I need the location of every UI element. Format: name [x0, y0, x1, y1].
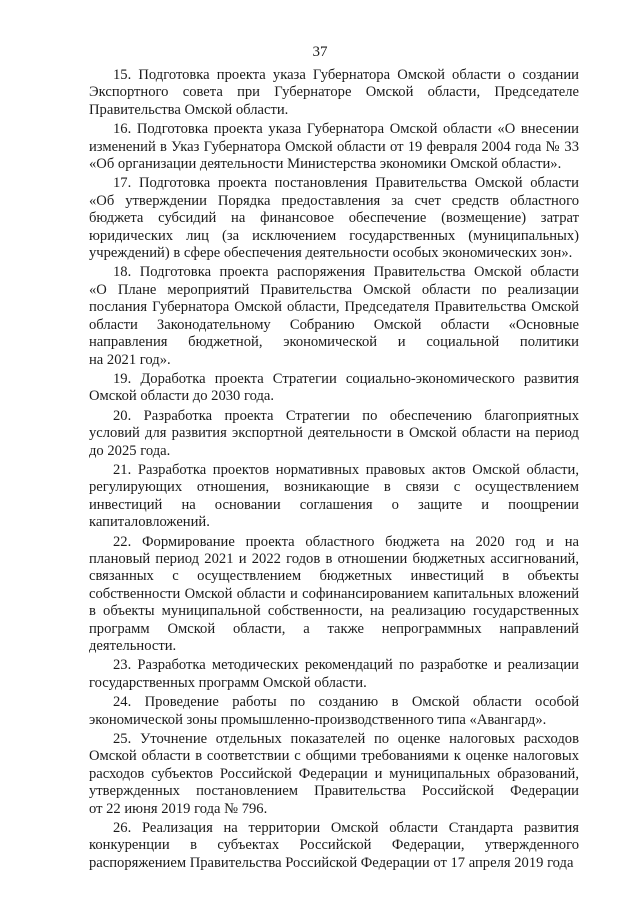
text-line: регулирующих отношения, возникающие в связи с осуществлением: [89, 479, 579, 496]
text-line: деятельности.: [89, 638, 177, 654]
text-line: 15. Подготовка проекта указа Губернатора Омской области о создании: [113, 67, 579, 83]
text-line: конкуренции в субъектах Российской Федерации, утвержденного: [89, 837, 579, 854]
text-line: юридических лиц (за исключением государственных (муниципальных): [89, 227, 579, 244]
text-line: в объекты муниципальной собственности, на реализацию государственных: [89, 603, 579, 620]
paragraph-item: [89, 820, 579, 872]
paragraph-item: [89, 462, 579, 532]
text-line: собственности Омской области и софинансированием капитальных вложений: [89, 585, 579, 602]
text-line: 25. Уточнение отдельных показателей по оценке налоговых расходов: [113, 731, 579, 748]
text-line: послания Губернатора Омской области, Председателя Правительства Омской: [89, 299, 579, 316]
text-line: государственных программ Омской области.: [89, 674, 367, 691]
text-line: от 22 июня 2019 года № 796.: [89, 800, 268, 817]
text-line: 18. Подготовка проекта распоряжения Правительства Омской области: [113, 264, 579, 281]
text-line: 20. Разработка проекта Стратегии по обеспечению благоприятных: [113, 407, 579, 424]
text-line: «Об утверждении Порядка предоставления за счет средств областного: [89, 192, 579, 209]
text-line: плановый период 2021 и 2022 годов в отношении бюджетных ассигнований,: [89, 550, 579, 567]
text-line: Омской области до 2030 года.: [89, 388, 275, 405]
text-line: связанных с осуществлением бюджетных инвестиций в объекты: [89, 568, 579, 585]
text-line: 21. Разработка проектов нормативных правовых актов Омской области,: [113, 461, 579, 478]
text-line: учреждений) в сфере обеспечения деятельности особых экономических зон».: [89, 245, 573, 262]
paragraph-item: [89, 264, 579, 368]
text-line: направления бюджетной, экономической и социальной политики: [89, 334, 579, 351]
page-number: 37: [312, 44, 328, 60]
text-line: Омской области в соответствии с общими требованиями к оценке налоговых: [89, 748, 579, 765]
text-line: утвержденных постановлением Правительства Российской Федерации: [89, 783, 579, 800]
text-line: 24. Проведение работы по созданию в Омской области особой: [113, 694, 579, 711]
text-line: капиталовложений.: [89, 514, 210, 531]
text-line: 22. Формирование проекта областного бюджета на 2020 год и на: [113, 533, 579, 550]
text-line: распоряжением Правительства Российской Федерации от 17 апреля 2019 года: [89, 854, 574, 871]
text-line: бюджета субсидий на финансовое обеспечение (возмещение) затрат: [89, 210, 579, 227]
text-line: «Об организации деятельности Министерства экономики Омской области».: [89, 156, 562, 173]
paragraph-item: [89, 731, 579, 818]
document-body: [89, 67, 579, 874]
text-line: 26. Реализация на территории Омской области Стандарта развития: [113, 820, 579, 837]
text-line: инвестиций на основании соглашения о защите и поощрении: [89, 496, 579, 513]
text-line: «О Плане мероприятий Правительства Омской области по реализации: [89, 281, 579, 298]
text-line: Правительства Омской области.: [89, 101, 289, 118]
paragraph-item: [89, 175, 579, 262]
paragraph-item: [89, 657, 579, 692]
text-line: области Законодательному Собранию Омской области «Основные: [89, 316, 579, 333]
paragraph-item: [89, 534, 579, 656]
text-line: программ Омской области, а также непрограммных направлений: [89, 620, 579, 637]
paragraph-item: [89, 67, 579, 119]
text-line: Экспортного совета при Губернаторе Омской области, Председателе: [89, 84, 579, 101]
text-line: на 2021 год».: [89, 351, 171, 368]
text-line: 17. Подготовка проекта постановления Правительства Омской области: [113, 175, 579, 192]
text-line: 19. Доработка проекта Стратегии социально-экономического развития: [113, 370, 579, 387]
text-line: изменений в Указ Губернатора Омской области от 19 февраля 2004 года № 33: [89, 138, 579, 155]
text-line: 23. Разработка методических рекомендаций по разработке и реализации: [113, 657, 579, 674]
text-line: условий для развития экспортной деятельности в Омской области на период: [89, 425, 579, 442]
text-line: до 2025 года.: [89, 442, 171, 459]
text-line: 16. Подготовка проекта указа Губернатора Омской области «О внесении: [113, 121, 579, 138]
text-line: расходов субъектов Российской Федерации и муниципальных образований,: [89, 765, 579, 782]
text-line: экономической зоны промышленно-производственного типа «Авангард».: [89, 711, 547, 728]
paragraph-item: [89, 371, 579, 406]
paragraph-item: [89, 121, 579, 173]
paragraph-item: [89, 408, 579, 460]
paragraph-item: [89, 694, 579, 729]
